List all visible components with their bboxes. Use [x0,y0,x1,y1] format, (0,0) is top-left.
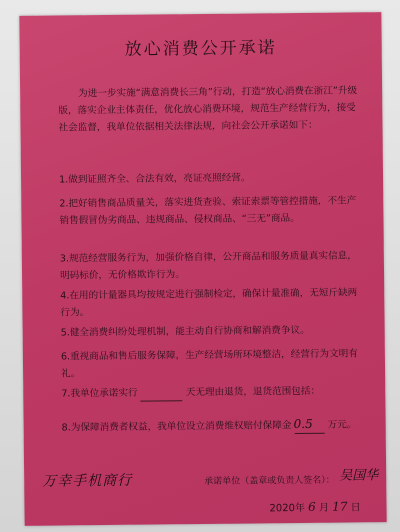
date-day-unit: 日 [350,502,361,514]
pledge-item-2: 2.把好销售商品质量关，落实进货查验、索证索票等管控措施，不生产销售假冒伪劣商品、违规商品、侵权商品、“三无”商品。 [59,195,357,227]
item8-prefix: 8.为保障消费者权益，我单位设立消费维权赔付保障金 [61,420,292,434]
intro-paragraph: 为进一步实施“满意消费长三角”行动，打造“放心消费在浙江”升级版，落实企业主体责任，优化放心消费环境，规范生产经营行为，接受社会监督，我单位依据相关法律法规，向社会公开承诺如下： [58,85,358,134]
pledge-document [19,12,386,526]
return-days-blank [141,388,183,401]
date-month-handwritten: 6 [308,499,316,514]
pledge-item-3: 3.规范经营服务行为，加强价格自律，公开商品和服务质量真实信息，明码标价，无价格欺诈行为。 [59,250,357,282]
pledge-item-4: 4.在用的计量器具均按规定进行强制检定，确保计量准确，无短斤缺两行为。 [60,287,358,319]
pledge-date [269,498,360,514]
pledge-item-6: 6.重视商品和售后服务保障，生产经营场所环境整洁，经营行为文明有礼。 [60,348,358,380]
date-day-handwritten: 17 [332,499,348,514]
pledge-item-8 [62,416,362,436]
date-month-unit: 月 [318,502,330,514]
document-title: 放心消费公开承诺 [124,38,277,60]
pledge-item-1: 1.做到证照齐全、合法有效，亮证亮照经营。 [59,172,251,186]
handwritten-signature: 吴国华 [339,468,379,484]
item7-middle: 天无理由退货，退货范围包括： [185,385,321,399]
handwritten-amount: 0.5 [293,416,313,432]
handwritten-shop-name: 万幸手机商行 [42,472,133,490]
item8-suffix: 万元。 [327,419,357,431]
date-year: 2020年 [269,502,306,515]
item7-prefix: 7.我单位承诺实行 [61,387,138,400]
pledge-item-7 [61,382,361,402]
pledge-item-5: 5.健全消费纠纷处理机制，能主动自行协商和解消费争议。 [60,324,310,339]
signer-label: 承诺单位（盖章或负责人签名）： [204,475,335,487]
